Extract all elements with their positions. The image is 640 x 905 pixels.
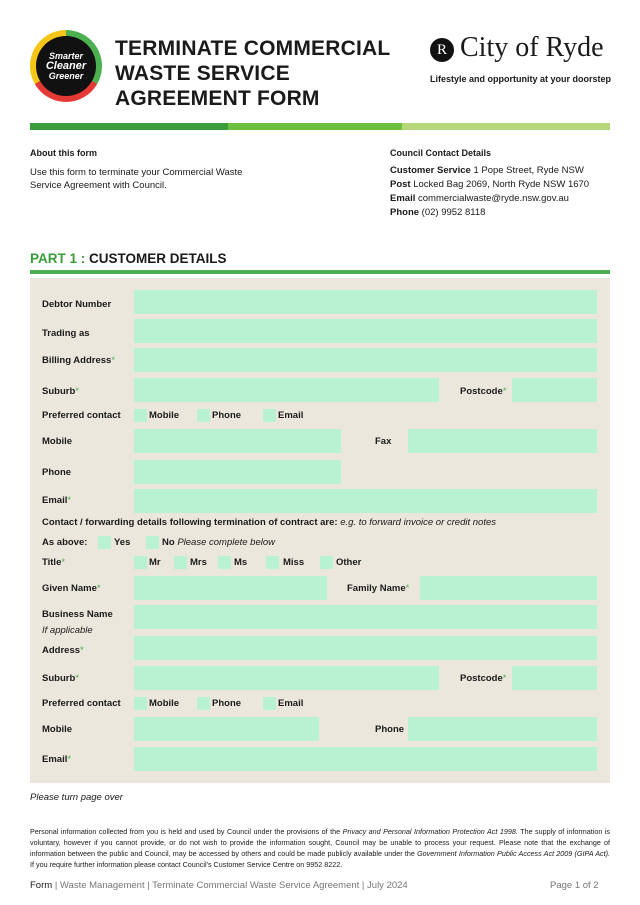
fax-label: Fax — [375, 436, 392, 447]
preferred-2-email-checkbox[interactable] — [263, 697, 276, 710]
family-name-label: Family Name* — [347, 583, 410, 594]
preferred-phone-checkbox[interactable] — [197, 409, 210, 422]
email-2-input[interactable] — [134, 747, 597, 771]
preferred-contact-2-label: Preferred contact — [42, 698, 121, 709]
business-name-label: Business Name — [42, 609, 113, 620]
preferred-email-label: Email — [278, 410, 304, 421]
form-title: TERMINATE COMMERCIAL WASTE SERVICE AGREEMENT FORM — [115, 37, 391, 110]
mobile-2-input[interactable] — [134, 717, 319, 741]
mobile-input[interactable] — [134, 429, 341, 453]
as-above-label: As above: — [42, 537, 88, 548]
title-mr-checkbox[interactable] — [134, 556, 147, 569]
title-miss-label: Miss — [283, 557, 305, 568]
given-name-input[interactable] — [134, 576, 327, 600]
as-above-yes-checkbox[interactable] — [98, 536, 111, 549]
header-color-bar — [30, 123, 610, 130]
email-input[interactable] — [134, 489, 597, 513]
email-2-label: Email* — [42, 754, 72, 765]
postcode-2-input[interactable] — [512, 666, 597, 690]
mobile-2-label: Mobile — [42, 724, 73, 735]
postcode-input[interactable] — [512, 378, 597, 402]
about-text: Use this form to terminate your Commercial Waste Service Agreement with Council. — [30, 167, 243, 191]
phone-input[interactable] — [134, 460, 341, 484]
preferred-mobile-checkbox[interactable] — [134, 409, 147, 422]
trading-as-input[interactable] — [134, 319, 597, 343]
footer-page-number: Page 1 of 2 — [550, 880, 599, 891]
preferred-2-email-label: Email — [278, 698, 304, 709]
turn-page-note: Please turn page over — [30, 792, 123, 803]
forwarding-heading: Contact / forwarding details following termination of contract are: e.g. to forward invoice or credit notes — [42, 517, 496, 528]
billing-address-input[interactable] — [134, 348, 597, 372]
debtor-number-input[interactable] — [134, 290, 597, 314]
suburb-label: Suburb* — [42, 386, 79, 397]
preferred-email-checkbox[interactable] — [263, 409, 276, 422]
trading-as-label: Trading as — [42, 328, 90, 339]
contact-customer-service: Customer Service 1 Pope Street, Ryde NSW — [390, 165, 584, 176]
preferred-phone-label: Phone — [212, 410, 242, 421]
suburb-2-label: Suburb* — [42, 673, 79, 684]
preferred-2-phone-label: Phone — [212, 698, 242, 709]
suburb-input[interactable] — [134, 378, 439, 402]
email-label: Email* — [42, 495, 72, 506]
postcode-2-label: Postcode* — [460, 673, 507, 684]
contact-email: Email commercialwaste@ryde.nsw.gov.au — [390, 193, 569, 204]
title-mrs-label: Mrs — [190, 557, 207, 568]
title-other-checkbox[interactable] — [320, 556, 333, 569]
smarter-cleaner-greener-logo — [30, 30, 102, 102]
title-label: Title* — [42, 557, 66, 568]
brand-tagline: Lifestyle and opportunity at your doorstep — [430, 74, 612, 84]
contact-phone: Phone (02) 9952 8118 — [390, 207, 486, 218]
part1-heading: PART 1 : CUSTOMER DETAILS — [30, 251, 227, 266]
fax-input[interactable] — [408, 429, 597, 453]
about-heading: About this form — [30, 148, 97, 158]
given-name-label: Given Name* — [42, 583, 101, 594]
suburb-2-input[interactable] — [134, 666, 439, 690]
title-ms-label: Ms — [234, 557, 248, 568]
preferred-mobile-label: Mobile — [149, 410, 180, 421]
address-input[interactable] — [134, 636, 597, 660]
family-name-input[interactable] — [420, 576, 597, 600]
title-other-label: Other — [336, 557, 362, 568]
footer-document-info: Form | Waste Management | Terminate Commercial Waste Service Agreement | July 2024 — [30, 880, 408, 891]
mobile-label: Mobile — [42, 436, 73, 447]
as-above-no-checkbox[interactable] — [146, 536, 159, 549]
phone-2-label: Phone — [375, 724, 405, 735]
billing-address-label: Billing Address* — [42, 355, 116, 366]
business-name-input[interactable] — [134, 605, 597, 629]
logo-text: Smarter Cleaner Greener — [36, 36, 96, 96]
business-name-note: If applicable — [42, 625, 93, 636]
as-above-yes-label: Yes — [114, 537, 131, 548]
city-of-ryde-logo-text: City of Ryde — [460, 32, 604, 63]
title-miss-checkbox[interactable] — [266, 556, 279, 569]
as-above-no-label: No Please complete below — [162, 537, 276, 548]
preferred-2-phone-checkbox[interactable] — [197, 697, 210, 710]
preferred-2-mobile-label: Mobile — [149, 698, 180, 709]
title-mr-label: Mr — [149, 557, 161, 568]
title-mrs-checkbox[interactable] — [174, 556, 187, 569]
address-label: Address* — [42, 645, 84, 656]
part1-rule — [30, 270, 610, 274]
title-ms-checkbox[interactable] — [218, 556, 231, 569]
preferred-contact-label: Preferred contact — [42, 410, 121, 421]
contact-heading: Council Contact Details — [390, 148, 492, 158]
privacy-notice: Personal information collected from you is held and used by Council under the provisions of the Privacy and Personal Information Protection Act 1998. The supply of information is voluntary, however if you cannot provide, or do not wish to provide the information sought, Council may be unable to process your request. Please note that the exchange of information between the public and Council, may be accessed by others and could be made publicly available under the Government Information Public Access Act 2009 (GIPA Act). If you require further information please contact Council's Customer Service Centre on 9952 8222. — [30, 827, 611, 869]
postcode-label: Postcode* — [460, 386, 507, 397]
contact-post: Post Locked Bag 2069, North Ryde NSW 1670 — [390, 179, 590, 190]
phone-label: Phone — [42, 467, 72, 478]
preferred-2-mobile-checkbox[interactable] — [134, 697, 147, 710]
debtor-number-label: Debtor Number — [42, 299, 112, 310]
phone-2-input[interactable] — [408, 717, 597, 741]
city-of-ryde-emblem-icon: R — [430, 38, 454, 62]
